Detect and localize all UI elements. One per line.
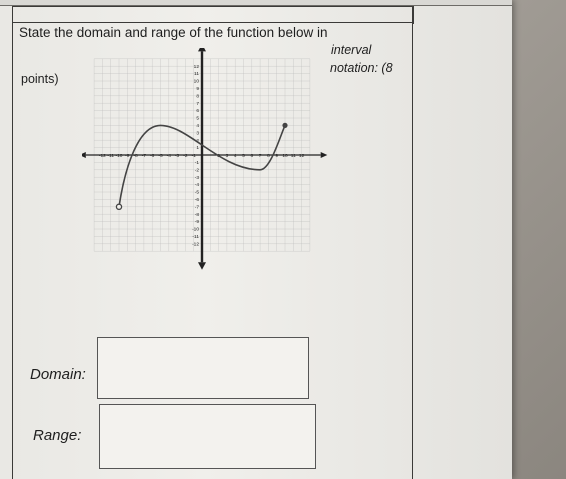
x-tick-label: 7 [258,154,262,159]
x-tick-label: 5 [242,154,245,159]
y-tick-label: -12 [192,242,199,248]
y-axis-arrow-down [198,262,206,269]
x-tick-label: 6 [250,154,254,159]
x-tick-label: -3 [174,154,180,159]
y-tick-label: 2 [196,138,199,144]
y-tick-label: 7 [196,101,199,107]
x-tick-label: 9 [275,154,279,159]
x-tick-label: -7 [141,154,147,159]
y-tick-label: -9 [194,220,199,226]
y-axis-arrow-up [198,48,206,51]
y-tick-label: 8 [196,94,199,100]
y-tick-label: 9 [196,87,199,92]
y-tick-label: -1 [194,161,199,166]
y-tick-label: -8 [194,212,199,218]
x-tick-label: -12 [98,154,106,159]
range-answer-box[interactable] [99,404,316,469]
x-tick-label: 3 [225,154,229,159]
y-tick-label: 11 [194,72,199,78]
y-tick-label: 3 [196,131,199,137]
question-points: points) [21,72,59,86]
closed-endpoint [282,123,287,128]
y-tick-label: 5 [196,116,199,122]
y-tick-label: 6 [196,109,199,115]
x-tick-label: 11 [290,154,296,159]
x-tick-label: -6 [150,154,155,159]
x-tick-label: -9 [125,154,130,159]
x-tick-label: -1 [191,154,196,159]
question-interval: interval [331,43,372,57]
question-card-left-border [12,22,13,479]
domain-label: Domain: [30,366,86,383]
x-axis-arrow-right [321,152,328,158]
function-graph [82,48,332,278]
y-tick-label: -7 [194,205,199,211]
question-card-right-border [412,6,413,479]
x-tick-label: 10 [282,154,288,159]
domain-answer-box[interactable] [97,337,309,399]
question-notation: notation: (8 [330,61,393,75]
graph-svg [82,48,332,278]
x-tick-label: 2 [217,154,220,159]
y-tick-label: -6 [194,198,199,203]
open-endpoint [116,204,121,209]
y-tick-label: -5 [194,190,199,196]
question-card-divider [12,22,412,23]
y-tick-label: 12 [193,64,199,70]
y-tick-label: -11 [192,235,199,240]
x-tick-label: -2 [183,154,188,159]
y-tick-label: 4 [196,124,199,129]
y-tick-label: 1 [196,146,199,152]
y-tick-label: -4 [194,183,199,189]
y-tick-label: -10 [192,227,199,233]
x-tick-label: -11 [107,154,114,159]
x-tick-label: 8 [267,154,270,159]
question-text: State the domain and range of the function below in [19,25,328,40]
x-tick-label: -8 [133,154,138,159]
range-label: Range: [33,427,82,444]
x-tick-label: -4 [166,154,171,159]
x-tick-label: -10 [115,154,123,159]
x-tick-label: 12 [298,154,305,159]
x-tick-label: 4 [233,154,237,159]
y-tick-label: 10 [193,79,199,85]
x-tick-label: -5 [158,154,163,159]
y-tick-label: -2 [194,168,199,174]
x-axis-arrow-left [82,152,86,158]
y-tick-label: -3 [194,175,199,181]
